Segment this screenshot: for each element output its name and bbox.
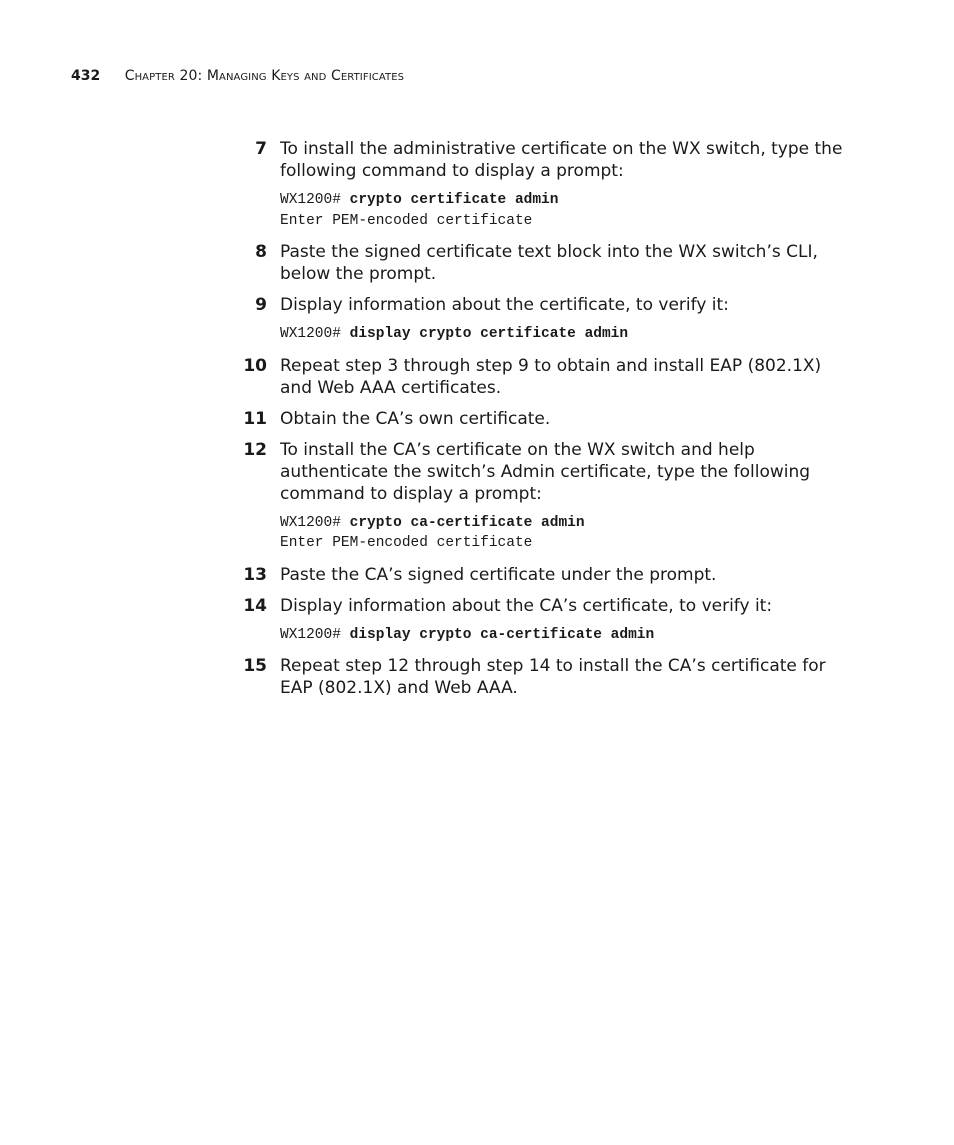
step-13: [233, 564, 858, 586]
step-12: [233, 439, 858, 505]
step-text: Obtain the CA’s own certificate.: [280, 408, 551, 429]
step-11: [233, 408, 858, 430]
cli-prompt: WX1200#: [280, 514, 350, 531]
step-8: [233, 241, 858, 285]
cli-command: crypto ca-certificate admin: [349, 514, 585, 531]
step-number: 13: [243, 564, 267, 585]
step-text: Repeat step 12 through step 14 to install the CA’s certificate for EAP (802.1X) and Web AAA.: [280, 656, 826, 698]
code-block-crypto-certificate-admin: [280, 190, 858, 231]
step-number: 10: [243, 355, 267, 376]
step-text: Display information about the certificate, to verify it:: [280, 295, 729, 315]
step-10: [233, 355, 858, 399]
cli-prompt: WX1200#: [280, 192, 350, 208]
cli-output: Enter PEM-encoded certificate: [280, 535, 533, 551]
step-number: 9: [255, 295, 267, 315]
code-block-display-crypto-ca-certificate-admin: [280, 625, 858, 646]
step-7: [233, 138, 858, 182]
cli-command: display crypto certificate admin: [349, 326, 629, 342]
code-block-display-crypto-certificate-admin: [280, 324, 858, 345]
cli-prompt: WX1200#: [280, 326, 350, 342]
cli-output: Enter PEM-encoded certificate: [280, 212, 533, 229]
page-number: 432: [71, 68, 101, 84]
step-text: Paste the CA’s signed certificate under the prompt.: [280, 564, 717, 585]
step-15: [233, 655, 858, 699]
step-number: 11: [243, 408, 267, 429]
chapter-title: Chapter 20: Managing Keys and Certificates: [124, 68, 405, 84]
cli-command: display crypto ca-certificate admin: [349, 626, 655, 643]
step-text: Paste the signed certificate text block into the WX switch’s CLI, below the prompt.: [280, 242, 818, 284]
step-number: 7: [255, 139, 267, 159]
cli-prompt: WX1200#: [280, 626, 350, 643]
cli-command: crypto certificate admin: [349, 192, 559, 208]
code-block-crypto-ca-certificate-admin: [280, 513, 858, 554]
step-number: 14: [243, 595, 267, 616]
page-header: [71, 66, 404, 86]
step-9: [233, 294, 858, 316]
step-text: To install the CA’s certificate on the WX switch and help authenticate the switch’s Admin certificate, type the following command to display a prompt:: [280, 439, 811, 504]
procedure-steps: [233, 138, 858, 708]
step-number: 15: [243, 656, 267, 676]
step-number: 12: [243, 439, 267, 460]
step-14: [233, 595, 858, 617]
step-text: Display information about the CA’s certificate, to verify it:: [280, 595, 773, 616]
step-number: 8: [255, 242, 267, 262]
step-text: Repeat step 3 through step 9 to obtain and install EAP (802.1X) and Web AAA certificates.: [280, 355, 822, 398]
step-text: To install the administrative certificate on the WX switch, type the following command to display a prompt:: [280, 139, 843, 181]
